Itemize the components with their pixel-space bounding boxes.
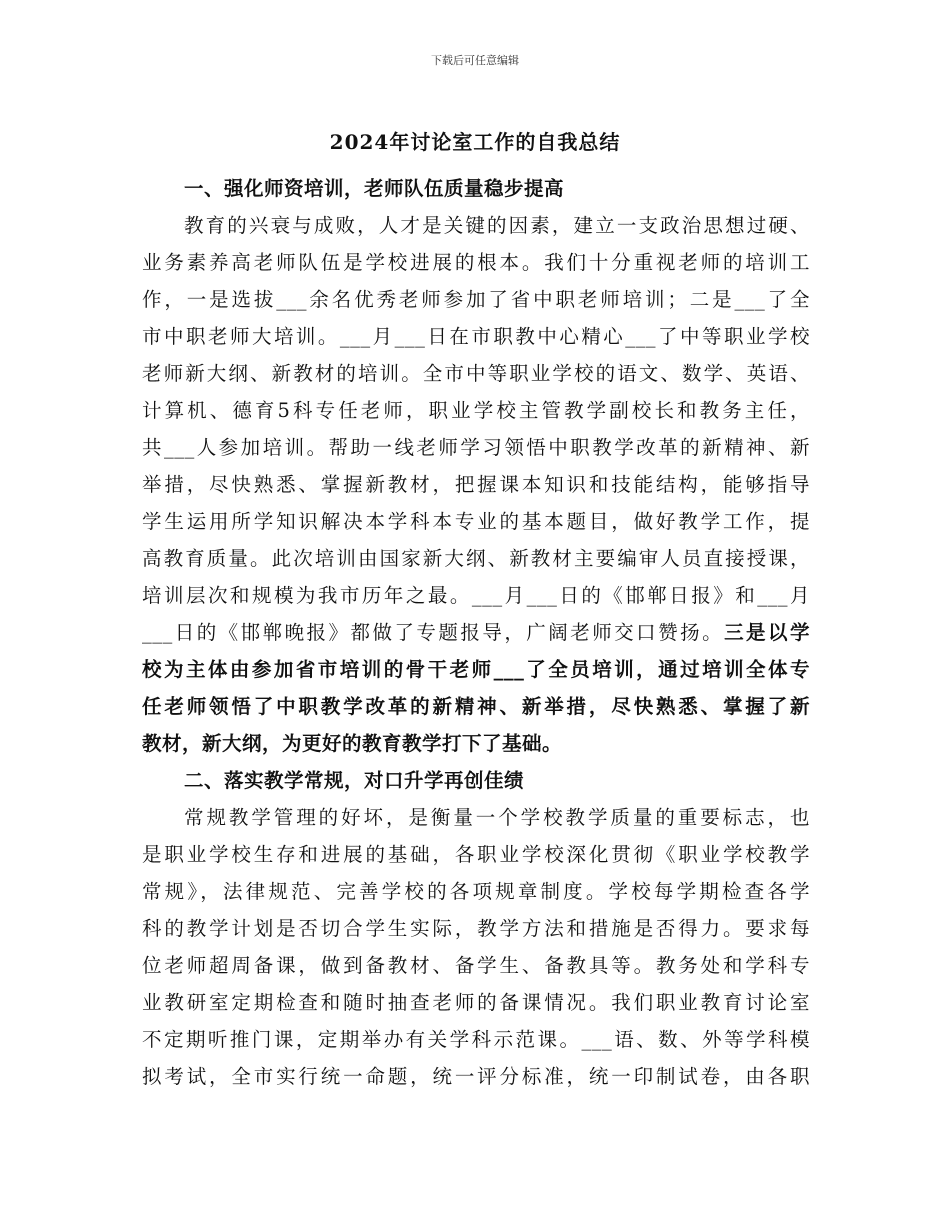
paragraph-line-bold: 三是以学: [724, 621, 810, 644]
section-heading-2: 二、落实教学常规，对口升学再创佳绩: [184, 769, 525, 792]
paragraph-line: 不定期听推门课，定期举办有关学科示范课。___语、数、外等学科模: [142, 1028, 810, 1051]
paragraph-line: [142, 614, 810, 651]
paragraph-line: 举措，尽快熟悉、掌握新教材，把握课本知识和技能结构，能够指导: [142, 473, 810, 496]
document-body: [142, 170, 810, 1095]
paragraph-line: 共___人参加培训。帮助一线老师学习领悟中职教学改革的新精神、新: [142, 436, 810, 459]
paragraph-line: 市中职老师大培训。___月___日在市职教中心精心___了中等职业学校: [142, 325, 810, 348]
page-header: 下载后可任意编辑: [431, 54, 519, 67]
paragraph-line: 计算机、德育5科专任老师，职业学校主管教学副校长和教务主任，: [142, 399, 810, 422]
paragraph-line: 老师新大纲、新教材的培训。全市中等职业学校的语文、数学、英语、: [142, 362, 810, 385]
paragraph-line-bold: 任老师领悟了中职教学改革的新精神、新举措，尽快熟悉、掌握了新: [142, 695, 810, 718]
paragraph-line: 业务素养高老师队伍是学校进展的根本。我们十分重视老师的培训工: [142, 251, 810, 274]
paragraph-line: 常规》，法律规范、完善学校的各项规章制度。学校每学期检查各学: [142, 880, 810, 903]
paragraph-line: 业教研室定期检查和随时抽查老师的备课情况。我们职业教育讨论室: [142, 991, 810, 1014]
document-title: 2024年讨论室工作的自我总结: [329, 130, 621, 154]
paragraph-line: 拟考试，全市实行统一命题，统一评分标准，统一印制试卷，由各职: [142, 1065, 810, 1088]
paragraph-line: 是职业学校生存和进展的基础，各职业学校深化贯彻《职业学校教学: [142, 843, 810, 866]
paragraph-line-bold: 教材，新大纲，为更好的教育教学打下了基础。: [142, 732, 563, 755]
paragraph-line-normal: ___日的《邯郸晚报》都做了专题报导，广阔老师交口赞扬。: [142, 621, 725, 644]
paragraph-line: 作，一是选拔___余名优秀老师参加了省中职老师培训；二是___了全: [142, 288, 810, 311]
paragraph-line-bold: 校为主体由参加省市培训的骨干老师___了全员培训，通过培训全体专: [142, 658, 810, 681]
paragraph-line: 高教育质量。此次培训由国家新大纲、新教材主要编审人员直接授课，: [142, 547, 810, 570]
paragraph-line: 常规教学管理的好坏，是衡量一个学校教学质量的重要标志，也: [184, 806, 810, 829]
paragraph-line: 培训层次和规模为我市历年之最。___月___日的《邯郸日报》和___月: [142, 584, 810, 607]
paragraph-line: 教育的兴衰与成败，人才是关键的因素，建立一支政治思想过硬、: [184, 214, 810, 237]
paragraph-line: 科的教学计划是否切合学生实际，教学方法和措施是否得力。要求每: [142, 917, 810, 940]
paragraph-line: 位老师超周备课，做到备教材、备学生、备教具等。教务处和学科专: [142, 954, 810, 977]
paragraph-line: 学生运用所学知识解决本学科本专业的基本题目，做好教学工作，提: [142, 510, 810, 533]
section-heading-1: 一、强化师资培训，老师队伍质量稳步提高: [184, 177, 565, 200]
